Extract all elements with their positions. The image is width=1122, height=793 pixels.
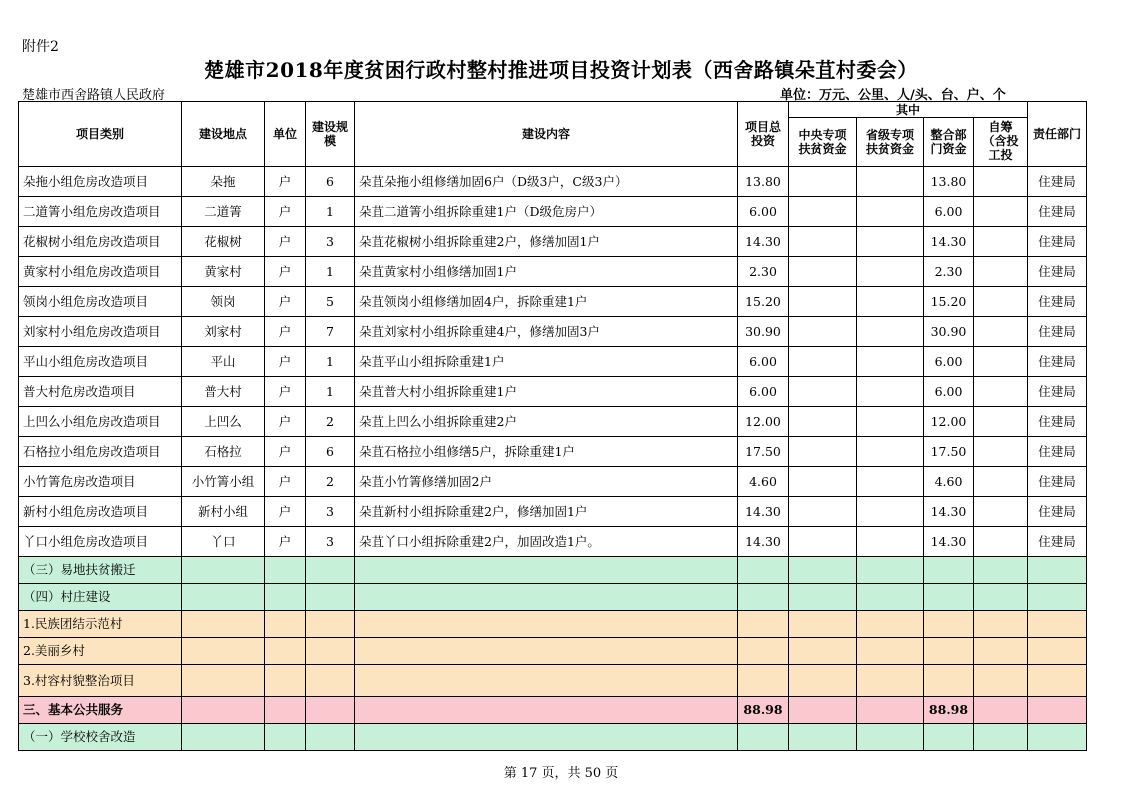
cell-content: 朵苴小竹箐修缮加固2户 <box>355 467 738 497</box>
cell-central <box>789 197 857 227</box>
section-label: 1.民族团结示范村 <box>19 611 182 638</box>
cell-empty <box>857 557 924 584</box>
cell-empty <box>789 697 857 724</box>
cell-scale: 7 <box>306 317 355 347</box>
cell-integrated: 6.00 <box>924 377 974 407</box>
cell-central <box>789 257 857 287</box>
cell-content: 朵苴黄家村小组修缮加固1户 <box>355 257 738 287</box>
cell-dept: 住建局 <box>1028 407 1087 437</box>
cell-integrated: 6.00 <box>924 347 974 377</box>
cell-provincial <box>857 257 924 287</box>
cell-content: 朵苴平山小组拆除重建1户 <box>355 347 738 377</box>
cell-integrated: 13.80 <box>924 167 974 197</box>
section-label: 2.美丽乡村 <box>19 638 182 665</box>
cell-scale: 5 <box>306 287 355 317</box>
cell-empty <box>1028 665 1087 697</box>
cell-central <box>789 467 857 497</box>
cell-total: 6.00 <box>738 347 789 377</box>
cell-unit: 户 <box>265 317 306 347</box>
cell-unit: 户 <box>265 167 306 197</box>
table-row <box>19 167 1087 197</box>
cell-self <box>974 197 1028 227</box>
cell-unit: 户 <box>265 527 306 557</box>
cell-dept: 住建局 <box>1028 317 1087 347</box>
cell-location: 领岗 <box>182 287 265 317</box>
cell-unit: 户 <box>265 377 306 407</box>
cell-central <box>789 287 857 317</box>
cell-self <box>974 317 1028 347</box>
cell-empty <box>182 724 265 751</box>
cell-integrated: 17.50 <box>924 437 974 467</box>
cell-content: 朵苴花椒树小组拆除重建2户，修缮加固1户 <box>355 227 738 257</box>
cell-provincial <box>857 197 924 227</box>
header-provincial: 省级专项扶贫资金 <box>857 118 924 167</box>
investment-table <box>18 101 1087 751</box>
cell-scale: 6 <box>306 437 355 467</box>
cell-integrated: 12.00 <box>924 407 974 437</box>
cell-empty <box>306 638 355 665</box>
cell-dept: 住建局 <box>1028 437 1087 467</box>
attachment-label: 附件2 <box>22 39 59 55</box>
cell-total <box>738 638 789 665</box>
cell-central <box>789 227 857 257</box>
cell-unit: 户 <box>265 347 306 377</box>
cell-total: 88.98 <box>738 697 789 724</box>
cell-location: 黄家村 <box>182 257 265 287</box>
cell-scale: 2 <box>306 407 355 437</box>
cell-dept: 住建局 <box>1028 227 1087 257</box>
cell-self <box>974 467 1028 497</box>
cell-content: 朵苴丫口小组拆除重建2户，加固改造1户。 <box>355 527 738 557</box>
cell-integrated: 6.00 <box>924 197 974 227</box>
cell-self <box>974 347 1028 377</box>
cell-unit: 户 <box>265 437 306 467</box>
organization-name: 楚雄市西舍路镇人民政府 <box>22 88 166 103</box>
cell-central <box>789 317 857 347</box>
cell-self <box>974 377 1028 407</box>
cell-category: 丫口小组危房改造项目 <box>19 527 182 557</box>
cell-unit: 户 <box>265 407 306 437</box>
cell-empty <box>1028 697 1087 724</box>
cell-location: 二道箐 <box>182 197 265 227</box>
header-scale: 建设规模 <box>306 102 355 167</box>
cell-empty <box>265 638 306 665</box>
cell-integrated <box>924 557 974 584</box>
cell-central <box>789 407 857 437</box>
cell-empty <box>306 724 355 751</box>
cell-provincial <box>857 527 924 557</box>
cell-provincial <box>857 407 924 437</box>
section-row <box>19 557 1087 584</box>
cell-total: 6.00 <box>738 197 789 227</box>
cell-category: 新村小组危房改造项目 <box>19 497 182 527</box>
cell-central <box>789 437 857 467</box>
cell-category: 上凹么小组危房改造项目 <box>19 407 182 437</box>
cell-self <box>974 257 1028 287</box>
cell-empty <box>974 611 1028 638</box>
cell-category: 黄家村小组危房改造项目 <box>19 257 182 287</box>
cell-content: 朵苴朵拖小组修缮加固6户（D级3户，C级3户） <box>355 167 738 197</box>
cell-dept: 住建局 <box>1028 197 1087 227</box>
cell-scale: 1 <box>306 347 355 377</box>
cell-category: 领岗小组危房改造项目 <box>19 287 182 317</box>
cell-empty <box>355 557 738 584</box>
cell-total: 2.30 <box>738 257 789 287</box>
cell-integrated <box>924 638 974 665</box>
section-row <box>19 697 1087 724</box>
cell-empty <box>857 611 924 638</box>
cell-integrated <box>924 611 974 638</box>
table-row <box>19 257 1087 287</box>
cell-empty <box>857 638 924 665</box>
cell-provincial <box>857 467 924 497</box>
table-row <box>19 197 1087 227</box>
cell-unit: 户 <box>265 497 306 527</box>
cell-location: 上凹么 <box>182 407 265 437</box>
cell-total: 14.30 <box>738 527 789 557</box>
cell-integrated: 2.30 <box>924 257 974 287</box>
cell-empty <box>182 697 265 724</box>
cell-category: 二道箐小组危房改造项目 <box>19 197 182 227</box>
cell-self <box>974 287 1028 317</box>
cell-empty <box>306 557 355 584</box>
cell-total: 30.90 <box>738 317 789 347</box>
cell-unit: 户 <box>265 287 306 317</box>
cell-empty <box>789 724 857 751</box>
cell-self <box>974 167 1028 197</box>
cell-content: 朵苴刘家村小组拆除重建4户，修缮加固3户 <box>355 317 738 347</box>
cell-total <box>738 557 789 584</box>
cell-empty <box>974 584 1028 611</box>
table-row <box>19 347 1087 377</box>
cell-empty <box>789 638 857 665</box>
cell-content: 朵苴二道箐小组拆除重建1户（D级危房户） <box>355 197 738 227</box>
cell-scale: 3 <box>306 527 355 557</box>
cell-empty <box>265 557 306 584</box>
cell-empty <box>857 697 924 724</box>
cell-empty <box>1028 611 1087 638</box>
cell-empty <box>789 584 857 611</box>
section-row <box>19 724 1087 751</box>
header-self: 自筹（含投工投 <box>974 118 1028 167</box>
cell-total: 6.00 <box>738 377 789 407</box>
cell-unit: 户 <box>265 257 306 287</box>
cell-empty <box>182 557 265 584</box>
cell-integrated <box>924 584 974 611</box>
table-row <box>19 377 1087 407</box>
section-label: 三、基本公共服务 <box>19 697 182 724</box>
cell-provincial <box>857 437 924 467</box>
cell-integrated: 15.20 <box>924 287 974 317</box>
cell-location: 丫口 <box>182 527 265 557</box>
cell-content: 朵苴上凹么小组拆除重建2户 <box>355 407 738 437</box>
unit-note: 单位：万元、公里、人/头、台、户、个 <box>780 88 1006 103</box>
cell-total: 17.50 <box>738 437 789 467</box>
cell-empty <box>789 557 857 584</box>
header-location: 建设地点 <box>182 102 265 167</box>
header-category: 项目类别 <box>19 102 182 167</box>
cell-content: 朵苴石格拉小组修缮5户，拆除重建1户 <box>355 437 738 467</box>
cell-empty <box>355 665 738 697</box>
cell-location: 新村小组 <box>182 497 265 527</box>
cell-empty <box>974 557 1028 584</box>
cell-dept: 住建局 <box>1028 257 1087 287</box>
cell-empty <box>355 697 738 724</box>
cell-unit: 户 <box>265 197 306 227</box>
section-row <box>19 611 1087 638</box>
cell-empty <box>355 611 738 638</box>
cell-provincial <box>857 347 924 377</box>
cell-integrated: 14.30 <box>924 497 974 527</box>
cell-provincial <box>857 497 924 527</box>
cell-dept: 住建局 <box>1028 467 1087 497</box>
cell-self <box>974 437 1028 467</box>
cell-empty <box>789 611 857 638</box>
cell-location: 朵拖 <box>182 167 265 197</box>
cell-total: 14.30 <box>738 497 789 527</box>
cell-content: 朵苴新村小组拆除重建2户，修缮加固1户 <box>355 497 738 527</box>
cell-integrated: 88.98 <box>924 697 974 724</box>
cell-total: 12.00 <box>738 407 789 437</box>
cell-empty <box>857 724 924 751</box>
cell-empty <box>789 665 857 697</box>
cell-empty <box>1028 638 1087 665</box>
cell-integrated: 14.30 <box>924 227 974 257</box>
cell-empty <box>355 724 738 751</box>
cell-content: 朵苴普大村小组拆除重建1户 <box>355 377 738 407</box>
cell-unit: 户 <box>265 227 306 257</box>
page-title: 楚雄市2018年度贫困行政村整村推进项目投资计划表（西舍路镇朵苴村委会） <box>204 58 918 82</box>
cell-scale: 1 <box>306 257 355 287</box>
cell-empty <box>306 611 355 638</box>
cell-location: 刘家村 <box>182 317 265 347</box>
cell-empty <box>974 638 1028 665</box>
cell-empty <box>265 665 306 697</box>
cell-total <box>738 584 789 611</box>
cell-central <box>789 377 857 407</box>
cell-empty <box>265 584 306 611</box>
section-label: （一）学校校舍改造 <box>19 724 182 751</box>
cell-category: 花椒树小组危房改造项目 <box>19 227 182 257</box>
cell-category: 平山小组危房改造项目 <box>19 347 182 377</box>
cell-empty <box>265 724 306 751</box>
cell-integrated: 14.30 <box>924 527 974 557</box>
cell-empty <box>974 665 1028 697</box>
cell-integrated: 4.60 <box>924 467 974 497</box>
cell-provincial <box>857 287 924 317</box>
cell-empty <box>265 697 306 724</box>
table-row <box>19 407 1087 437</box>
cell-location: 小竹箐小组 <box>182 467 265 497</box>
cell-scale: 2 <box>306 467 355 497</box>
cell-scale: 6 <box>306 167 355 197</box>
page-footer: 第 17 页，共 50 页 <box>503 766 619 781</box>
cell-empty <box>355 584 738 611</box>
cell-empty <box>182 584 265 611</box>
header-dept: 责任部门 <box>1028 102 1087 167</box>
cell-dept: 住建局 <box>1028 167 1087 197</box>
cell-total: 13.80 <box>738 167 789 197</box>
cell-dept: 住建局 <box>1028 347 1087 377</box>
table-row <box>19 527 1087 557</box>
table-row <box>19 437 1087 467</box>
cell-central <box>789 167 857 197</box>
header-total: 项目总投资 <box>738 102 789 167</box>
cell-total: 14.30 <box>738 227 789 257</box>
header-among: 其中 <box>789 102 1028 118</box>
cell-category: 普大村危房改造项目 <box>19 377 182 407</box>
cell-central <box>789 527 857 557</box>
cell-empty <box>974 724 1028 751</box>
cell-central <box>789 347 857 377</box>
cell-integrated <box>924 665 974 697</box>
cell-category: 小竹箐危房改造项目 <box>19 467 182 497</box>
cell-empty <box>265 611 306 638</box>
cell-provincial <box>857 227 924 257</box>
cell-category: 朵拖小组危房改造项目 <box>19 167 182 197</box>
header-content: 建设内容 <box>355 102 738 167</box>
cell-total: 4.60 <box>738 467 789 497</box>
cell-integrated: 30.90 <box>924 317 974 347</box>
cell-self <box>974 497 1028 527</box>
cell-dept: 住建局 <box>1028 287 1087 317</box>
cell-dept: 住建局 <box>1028 527 1087 557</box>
cell-central <box>789 497 857 527</box>
table-row <box>19 287 1087 317</box>
cell-content: 朵苴领岗小组修缮加固4户，拆除重建1户 <box>355 287 738 317</box>
table-row <box>19 317 1087 347</box>
header-integrated: 整合部门资金 <box>924 118 974 167</box>
cell-empty <box>857 665 924 697</box>
cell-empty <box>182 611 265 638</box>
cell-location: 平山 <box>182 347 265 377</box>
cell-scale: 1 <box>306 197 355 227</box>
section-row <box>19 638 1087 665</box>
cell-scale: 1 <box>306 377 355 407</box>
cell-empty <box>182 665 265 697</box>
cell-empty <box>355 638 738 665</box>
cell-empty <box>857 584 924 611</box>
cell-provincial <box>857 377 924 407</box>
cell-provincial <box>857 167 924 197</box>
cell-location: 石格拉 <box>182 437 265 467</box>
cell-total <box>738 724 789 751</box>
cell-empty <box>974 697 1028 724</box>
cell-location: 花椒树 <box>182 227 265 257</box>
section-label: （三）易地扶贫搬迁 <box>19 557 182 584</box>
table-row <box>19 467 1087 497</box>
cell-integrated <box>924 724 974 751</box>
cell-empty <box>306 584 355 611</box>
cell-total <box>738 665 789 697</box>
section-row <box>19 665 1087 697</box>
cell-total: 15.20 <box>738 287 789 317</box>
section-label: （四）村庄建设 <box>19 584 182 611</box>
table-row <box>19 227 1087 257</box>
cell-self <box>974 407 1028 437</box>
cell-empty <box>306 665 355 697</box>
cell-total <box>738 611 789 638</box>
cell-empty <box>1028 557 1087 584</box>
cell-provincial <box>857 317 924 347</box>
cell-location: 普大村 <box>182 377 265 407</box>
table-row <box>19 497 1087 527</box>
cell-empty <box>1028 724 1087 751</box>
cell-self <box>974 527 1028 557</box>
cell-category: 石格拉小组危房改造项目 <box>19 437 182 467</box>
cell-empty <box>1028 584 1087 611</box>
header-unit: 单位 <box>265 102 306 167</box>
cell-unit: 户 <box>265 467 306 497</box>
cell-empty <box>306 697 355 724</box>
section-label: 3.村容村貌整治项目 <box>19 665 182 697</box>
cell-scale: 3 <box>306 227 355 257</box>
section-row <box>19 584 1087 611</box>
cell-dept: 住建局 <box>1028 497 1087 527</box>
header-central: 中央专项扶贫资金 <box>789 118 857 167</box>
cell-scale: 3 <box>306 497 355 527</box>
cell-category: 刘家村小组危房改造项目 <box>19 317 182 347</box>
cell-self <box>974 227 1028 257</box>
cell-empty <box>182 638 265 665</box>
cell-dept: 住建局 <box>1028 377 1087 407</box>
